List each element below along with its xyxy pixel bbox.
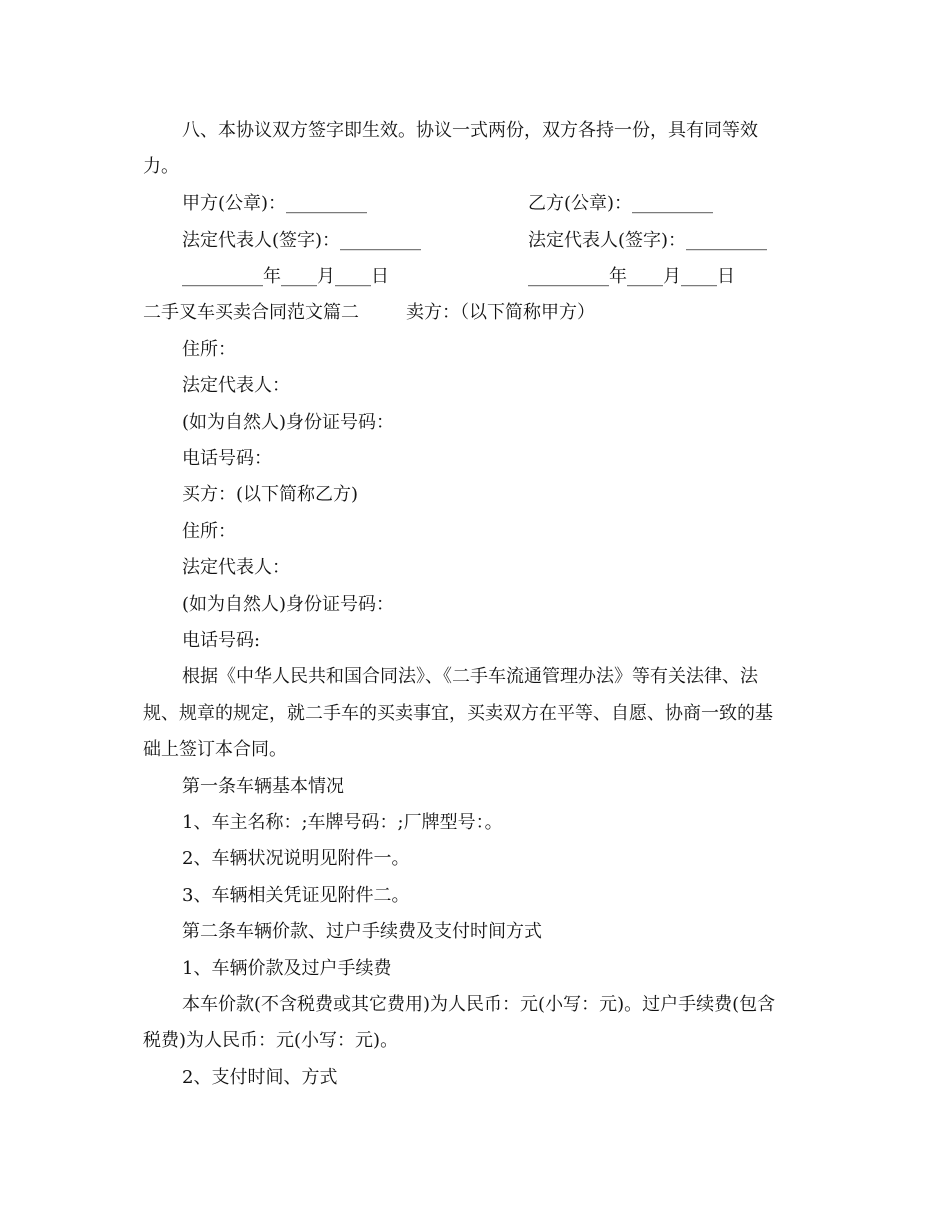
price-line1: 本车价款(不含税费或其它费用)为人民币：元(小写：元)。过户手续费(包含 bbox=[182, 994, 776, 1015]
party-a-date: _________年____月____日 bbox=[182, 266, 389, 287]
article2-title: 第二条车辆价款、过户手续费及支付时间方式 bbox=[182, 921, 542, 942]
seller-id: (如为自然人)身份证号码： bbox=[182, 412, 395, 433]
party-b-date: _________年____月____日 bbox=[528, 266, 735, 287]
seller-label: 卖方：（以下简称甲方） bbox=[406, 302, 595, 323]
article8-line2: 力。 bbox=[143, 156, 179, 177]
article8-line1: 八、本协议双方签字即生效。协议一式两份，双方各持一份，具有同等效 bbox=[182, 120, 758, 141]
article1-item2: 2、车辆状况说明见附件一。 bbox=[182, 848, 410, 869]
article2-item1: 1、车辆价款及过户手续费 bbox=[182, 958, 392, 979]
party-a-seal: 甲方(公章)：_________ bbox=[182, 193, 368, 214]
buyer-phone: 电话号码: bbox=[182, 630, 261, 651]
article1-item1: 1、车主名称：;车牌号码：;厂牌型号：。 bbox=[182, 812, 503, 833]
buyer-rep: 法定代表人： bbox=[182, 557, 290, 578]
party-b-seal: 乙方(公章)：_________ bbox=[528, 193, 714, 214]
buyer-label: 买方：(以下简称乙方) bbox=[182, 484, 359, 505]
seller-address: 住所： bbox=[182, 339, 236, 360]
buyer-address: 住所： bbox=[182, 521, 236, 542]
party-b-rep: 法定代表人(签字)：_________ bbox=[528, 230, 768, 251]
contract2-title: 二手叉车买卖合同范文篇二 bbox=[143, 302, 359, 323]
seller-rep: 法定代表人： bbox=[182, 375, 290, 396]
article2-item2: 2、支付时间、方式 bbox=[182, 1067, 338, 1088]
buyer-id: (如为自然人)身份证号码： bbox=[182, 594, 395, 615]
preamble-line3: 础上签订本合同。 bbox=[143, 739, 287, 760]
article1-title: 第一条车辆基本情况 bbox=[182, 776, 344, 797]
article1-item3: 3、车辆相关凭证见附件二。 bbox=[182, 885, 410, 906]
price-line2: 税费)为人民币：元(小写：元)。 bbox=[143, 1030, 399, 1051]
seller-phone: 电话号码： bbox=[182, 448, 272, 469]
preamble-line1: 根据《中华人民共和国合同法》、《二手车流通管理办法》等有关法律、法 bbox=[182, 666, 758, 687]
preamble-line2: 规、规章的规定，就二手车的买卖事宜，买卖双方在平等、自愿、协商一致的基 bbox=[143, 703, 773, 724]
party-a-rep: 法定代表人(签字)：_________ bbox=[182, 230, 422, 251]
